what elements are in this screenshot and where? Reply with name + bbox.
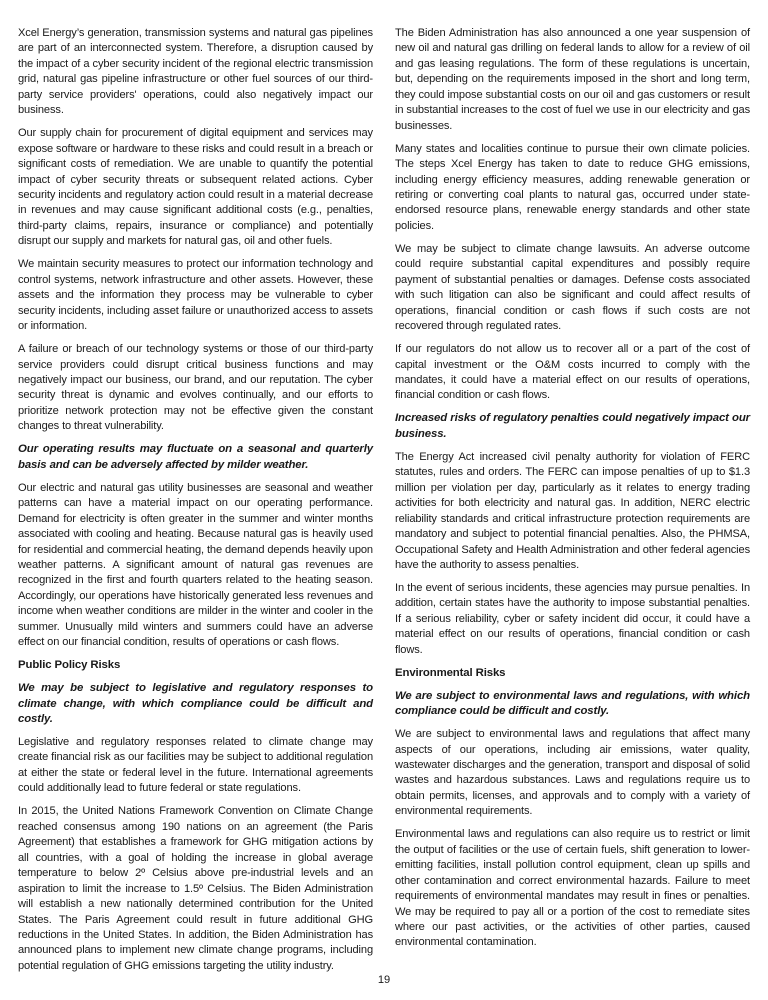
subheading-climate-change: We may be subject to legislative and regulatory responses to climate change, with which compliance could be difficult and costly. bbox=[18, 682, 373, 726]
subheading-environmental-laws: We are subject to environmental laws and regulations, with which compliance could be difficult and costly. bbox=[395, 689, 750, 718]
paragraph-state-climate-policies: Many states and localities continue to pursue their own climate policies. The steps Xcel Energy has taken to date to reduce GHG emissions, including energy efficiency measures, adding renewable generation or retiring or converting coal plants to natural gas, occurred under state-endorsed resource plans, renewable energy standards and other state policies. bbox=[395, 142, 750, 232]
right-column bbox=[395, 26, 750, 982]
paragraph-supply-chain: Our supply chain for procurement of digital equipment and services may expose software or hardware to these risks and could result in a breach or significant costs of remediation. We are unable to quantify the potential impact of cyber security threats or subsequent related actions. Cyber security incidents and regulatory action could result in a material decrease in revenues and may cause significant additional costs (e.g., penalties, third-party claims, repairs, insurance or compliance) and potentially disrupt our supply and markets for natural gas, oil and other fuels. bbox=[18, 127, 373, 248]
paragraph-technology-breach: A failure or breach of our technology systems or those of our third-party service providers could disrupt critical business functions and may negatively impact our business, our brand, and our reputation. The cyber security threat is dynamic and evolves continually, and our efforts to prioritize network protection may not be effective given the constant changes to threat vulnerability. bbox=[18, 343, 373, 433]
paragraph-drilling-suspension: The Biden Administration has also announced a one year suspension of new oil and natural gas drilling on federal lands to allow for a review of oil and gas leasing regulations. The form of these regulations is uncertain, but, depending on the requirements imposed in the short and long term, they could impose substantial costs on our oil and gas customers or result in substantial increases to the cost of fuel we use in our electricity and gas businesses. bbox=[395, 27, 750, 132]
paragraph-energy-act: The Energy Act increased civil penalty authority for violation of FERC statutes, rules and orders. The FERC can impose penalties of up to $1.3 million per violation per day, particularly as it relates to energy trading activities for both electricity and natural gas. In addition, NERC electric reliability standards and critical infrastructure protection requirements are mandatory and subject to potential financial penalties. Also, the PHMSA, Occupational Safety and Health Administration and other federal agencies have the authority to assess penalties. bbox=[395, 450, 750, 571]
paragraph-legislative-responses: Legislative and regulatory responses related to climate change may create financial risk as our facilities may be subject to additional regulation at either the state or federal level in the future. International agreements could additionally lead to future federal or state regulations. bbox=[18, 736, 373, 795]
paragraph-climate-lawsuits: We may be subject to climate change lawsuits. An adverse outcome could require substantial capital expenditures and possibly require payment of substantial penalties or damages. Defense costs associated with such litigation can also be significant and could affect results of operations, financial condition or cash flows if such costs are not recovered through regulated rates. bbox=[395, 242, 750, 333]
left-column bbox=[18, 26, 373, 982]
paragraph-security-measures: We maintain security measures to protect our information technology and control systems, network infrastructure and other assets. However, these assets and the information they process may be vulnerable to cyber security incidents, including asset failure or unauthorized access to assets or information. bbox=[18, 258, 373, 333]
paragraph-serious-incidents: In the event of serious incidents, these agencies may pursue penalties. In addition, certain states have the authority to impose substantial penalties. If a serious reliability, cyber or safety incident did occur, it could have a material effect on our results of operations, financial condition or cash flows. bbox=[395, 581, 750, 656]
paragraph-cost-recovery: If our regulators do not allow us to recover all or a part of the cost of capital investment or the O&M costs incurred to comply with the mandates, it could have a material effect on our results of operations, financial condition or cash flows. bbox=[395, 343, 750, 402]
section-heading-environmental: Environmental Risks bbox=[395, 666, 506, 679]
paragraph-paris-agreement: In 2015, the United Nations Framework Convention on Climate Change reached consensus among 190 nations on an agreement (the Paris Agreement) that establishes a framework for GHG mitigation actions by all countries, with a goal of holding the increase in global average temperature to below 2º Celsius above pre-industrial levels and an aspiration to limit the increase to 1.5º Celsius. The Biden Administration will establish a new nationally determined contribution for the United States. The Paris Agreement could result in future additional GHG reductions in the United States. In addition, the Biden Administration has announced plans to implement new climate change programs, including potential regulation of GHG emissions targeting the utility industry. bbox=[18, 805, 373, 972]
paragraph-environmental-restrictions: Environmental laws and regulations can also require us to restrict or limit the output of facilities or the use of certain fuels, shift generation to lower-emitting facilities, install pollution control equipment, clean up spills and other contamination and correct environmental hazards. Failure to meet requirements of environmental mandates may result in fines or penalties. We may be required to pay all or a portion of the cost to remediate sites where our past activities, or the activities of other parties, caused environmental contamination. bbox=[395, 828, 750, 949]
section-heading-public-policy: Public Policy Risks bbox=[18, 659, 121, 672]
document-page bbox=[18, 26, 750, 982]
paragraph-environmental-regulations: We are subject to environmental laws and regulations that affect many aspects of our operations, including air emissions, water quality, wastewater discharges and the generation, transport and disposal of solid wastes and hazardous substances. Laws and regulations require us to obtain permits, licenses, and approvals and to comply with a variety of environmental requirements. bbox=[395, 728, 750, 818]
page-number: 19 bbox=[377, 974, 391, 986]
paragraph-interconnected-system: Xcel Energy’s generation, transmission systems and natural gas pipelines are part of an interconnected system. Therefore, a disruption caused by the impact of a cyber security incident of the regional electric transmission grid, natural gas pipeline infrastructure or other fuel sources of our third-party service providers' operations, could also negatively impact our business. bbox=[18, 27, 373, 117]
subheading-regulatory-penalties: Increased risks of regulatory penalties could negatively impact our business. bbox=[395, 412, 750, 440]
subheading-seasonal-results: Our operating results may fluctuate on a seasonal and quarterly basis and can be adversely affected by milder weather. bbox=[18, 443, 373, 471]
paragraph-seasonal-weather: Our electric and natural gas utility businesses are seasonal and weather patterns can have a material impact on our operating performance. Demand for electricity is often greater in the summer and winter months associated with cooling and heating. Because natural gas is heavily used for residential and commercial heating, the demand depends heavily upon weather patterns. A significant amount of natural gas revenues are recognized in the first and fourth quarters related to the heating season. Accordingly, our operations have historically generated less revenues and income when weather conditions are milder in the winter and cooler in the summer. Unusually mild winters and summers could have an adverse effect on our financial condition, results of operations or cash flows. bbox=[18, 481, 373, 649]
